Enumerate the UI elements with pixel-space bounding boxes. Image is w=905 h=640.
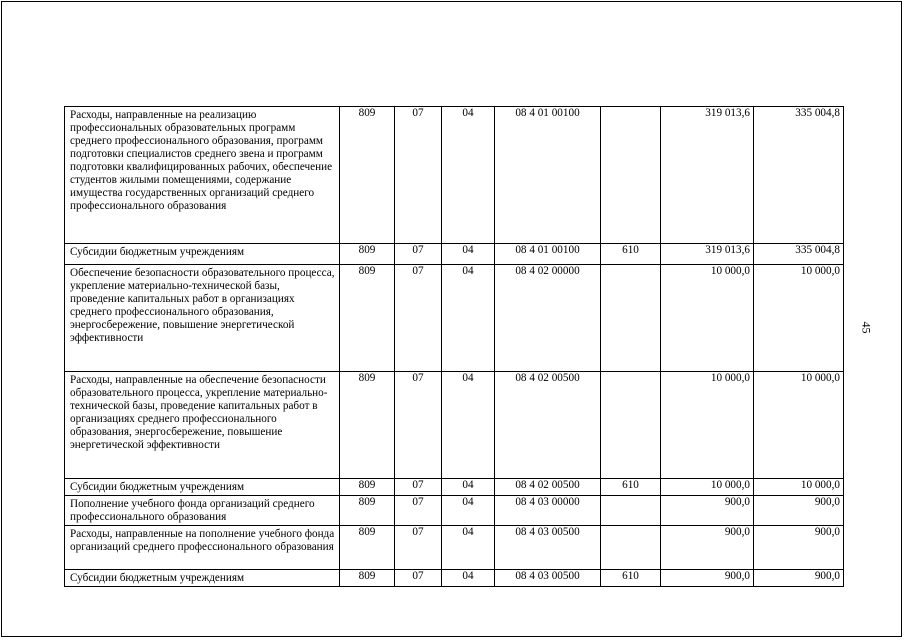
amount-year-2: 10 000,0 (754, 372, 844, 479)
section-code: 07 (395, 570, 442, 587)
amount-year-2: 10 000,0 (754, 265, 844, 372)
row-description: Субсидии бюджетным учреждениям (65, 479, 340, 496)
expense-type-code (601, 372, 661, 479)
section-code: 07 (395, 244, 442, 265)
ministry-code: 809 (340, 526, 395, 570)
amount-year-1: 900,0 (661, 526, 754, 570)
table-row (65, 107, 844, 244)
ministry-code: 809 (340, 107, 395, 244)
subsection-code: 04 (442, 244, 495, 265)
table-row (65, 526, 844, 570)
amount-year-2: 335 004,8 (754, 107, 844, 244)
expense-type-code (601, 496, 661, 526)
section-code: 07 (395, 479, 442, 496)
target-article-code: 08 4 02 00500 (495, 479, 601, 496)
subsection-code: 04 (442, 107, 495, 244)
amount-year-2: 900,0 (754, 496, 844, 526)
ministry-code: 809 (340, 479, 395, 496)
table-row (65, 479, 844, 496)
amount-year-1: 10 000,0 (661, 372, 754, 479)
table-row (65, 244, 844, 265)
table-body (65, 107, 844, 587)
subsection-code: 04 (442, 265, 495, 372)
amount-year-2: 10 000,0 (754, 479, 844, 496)
amount-year-2: 900,0 (754, 526, 844, 570)
subsection-code: 04 (442, 479, 495, 496)
subsection-code: 04 (442, 570, 495, 587)
expense-type-code (601, 107, 661, 244)
table-row (65, 265, 844, 372)
expense-type-code: 610 (601, 570, 661, 587)
ministry-code: 809 (340, 570, 395, 587)
row-description: Пополнение учебного фонда организаций среднего профессионального образования (65, 496, 340, 526)
row-description: Расходы, направленные на пополнение учебного фонда организаций среднего профессионального образования (65, 526, 340, 570)
section-code: 07 (395, 526, 442, 570)
amount-year-2: 900,0 (754, 570, 844, 587)
subsection-code: 04 (442, 526, 495, 570)
ministry-code: 809 (340, 496, 395, 526)
amount-year-1: 900,0 (661, 496, 754, 526)
expense-type-code: 610 (601, 479, 661, 496)
page-number: 45 (859, 321, 874, 334)
subsection-code: 04 (442, 372, 495, 479)
budget-table (64, 106, 844, 587)
section-code: 07 (395, 107, 442, 244)
section-code: 07 (395, 496, 442, 526)
table-row (65, 496, 844, 526)
ministry-code: 809 (340, 265, 395, 372)
amount-year-1: 319 013,6 (661, 244, 754, 265)
target-article-code: 08 4 03 00000 (495, 496, 601, 526)
target-article-code: 08 4 02 00500 (495, 372, 601, 479)
ministry-code: 809 (340, 244, 395, 265)
table-row (65, 570, 844, 587)
target-article-code: 08 4 03 00500 (495, 570, 601, 587)
row-description: Расходы, направленные на обеспечение безопасности образовательного процесса, укрепление материально-технической базы, проведение капитальных работ в организациях среднего профессионального образования, энергосбережение, повышение энергетической эффективности (65, 372, 340, 479)
ministry-code: 809 (340, 372, 395, 479)
row-description: Расходы, направленные на реализацию профессиональных образовательных программ среднего профессионального образования, программ подготовки специалистов среднего звена и программ подготовки квалифицированных рабочих, обеспечение студентов жилыми помещениями, содержание имущества государственных организаций среднего профессионального образования (65, 107, 340, 244)
amount-year-1: 900,0 (661, 570, 754, 587)
expense-type-code: 610 (601, 244, 661, 265)
table-row (65, 372, 844, 479)
section-code: 07 (395, 372, 442, 479)
row-description: Обеспечение безопасности образовательного процесса, укрепление материально-технической базы, проведение капитальных работ в организациях среднего профессионального образования, энергосбережение, повышение энергетической эффективности (65, 265, 340, 372)
amount-year-1: 319 013,6 (661, 107, 754, 244)
expense-type-code (601, 526, 661, 570)
target-article-code: 08 4 01 00100 (495, 107, 601, 244)
expense-type-code (601, 265, 661, 372)
amount-year-2: 335 004,8 (754, 244, 844, 265)
section-code: 07 (395, 265, 442, 372)
subsection-code: 04 (442, 496, 495, 526)
row-description: Субсидии бюджетным учреждениям (65, 244, 340, 265)
target-article-code: 08 4 01 00100 (495, 244, 601, 265)
target-article-code: 08 4 03 00500 (495, 526, 601, 570)
amount-year-1: 10 000,0 (661, 479, 754, 496)
target-article-code: 08 4 02 00000 (495, 265, 601, 372)
row-description: Субсидии бюджетным учреждениям (65, 570, 340, 587)
amount-year-1: 10 000,0 (661, 265, 754, 372)
